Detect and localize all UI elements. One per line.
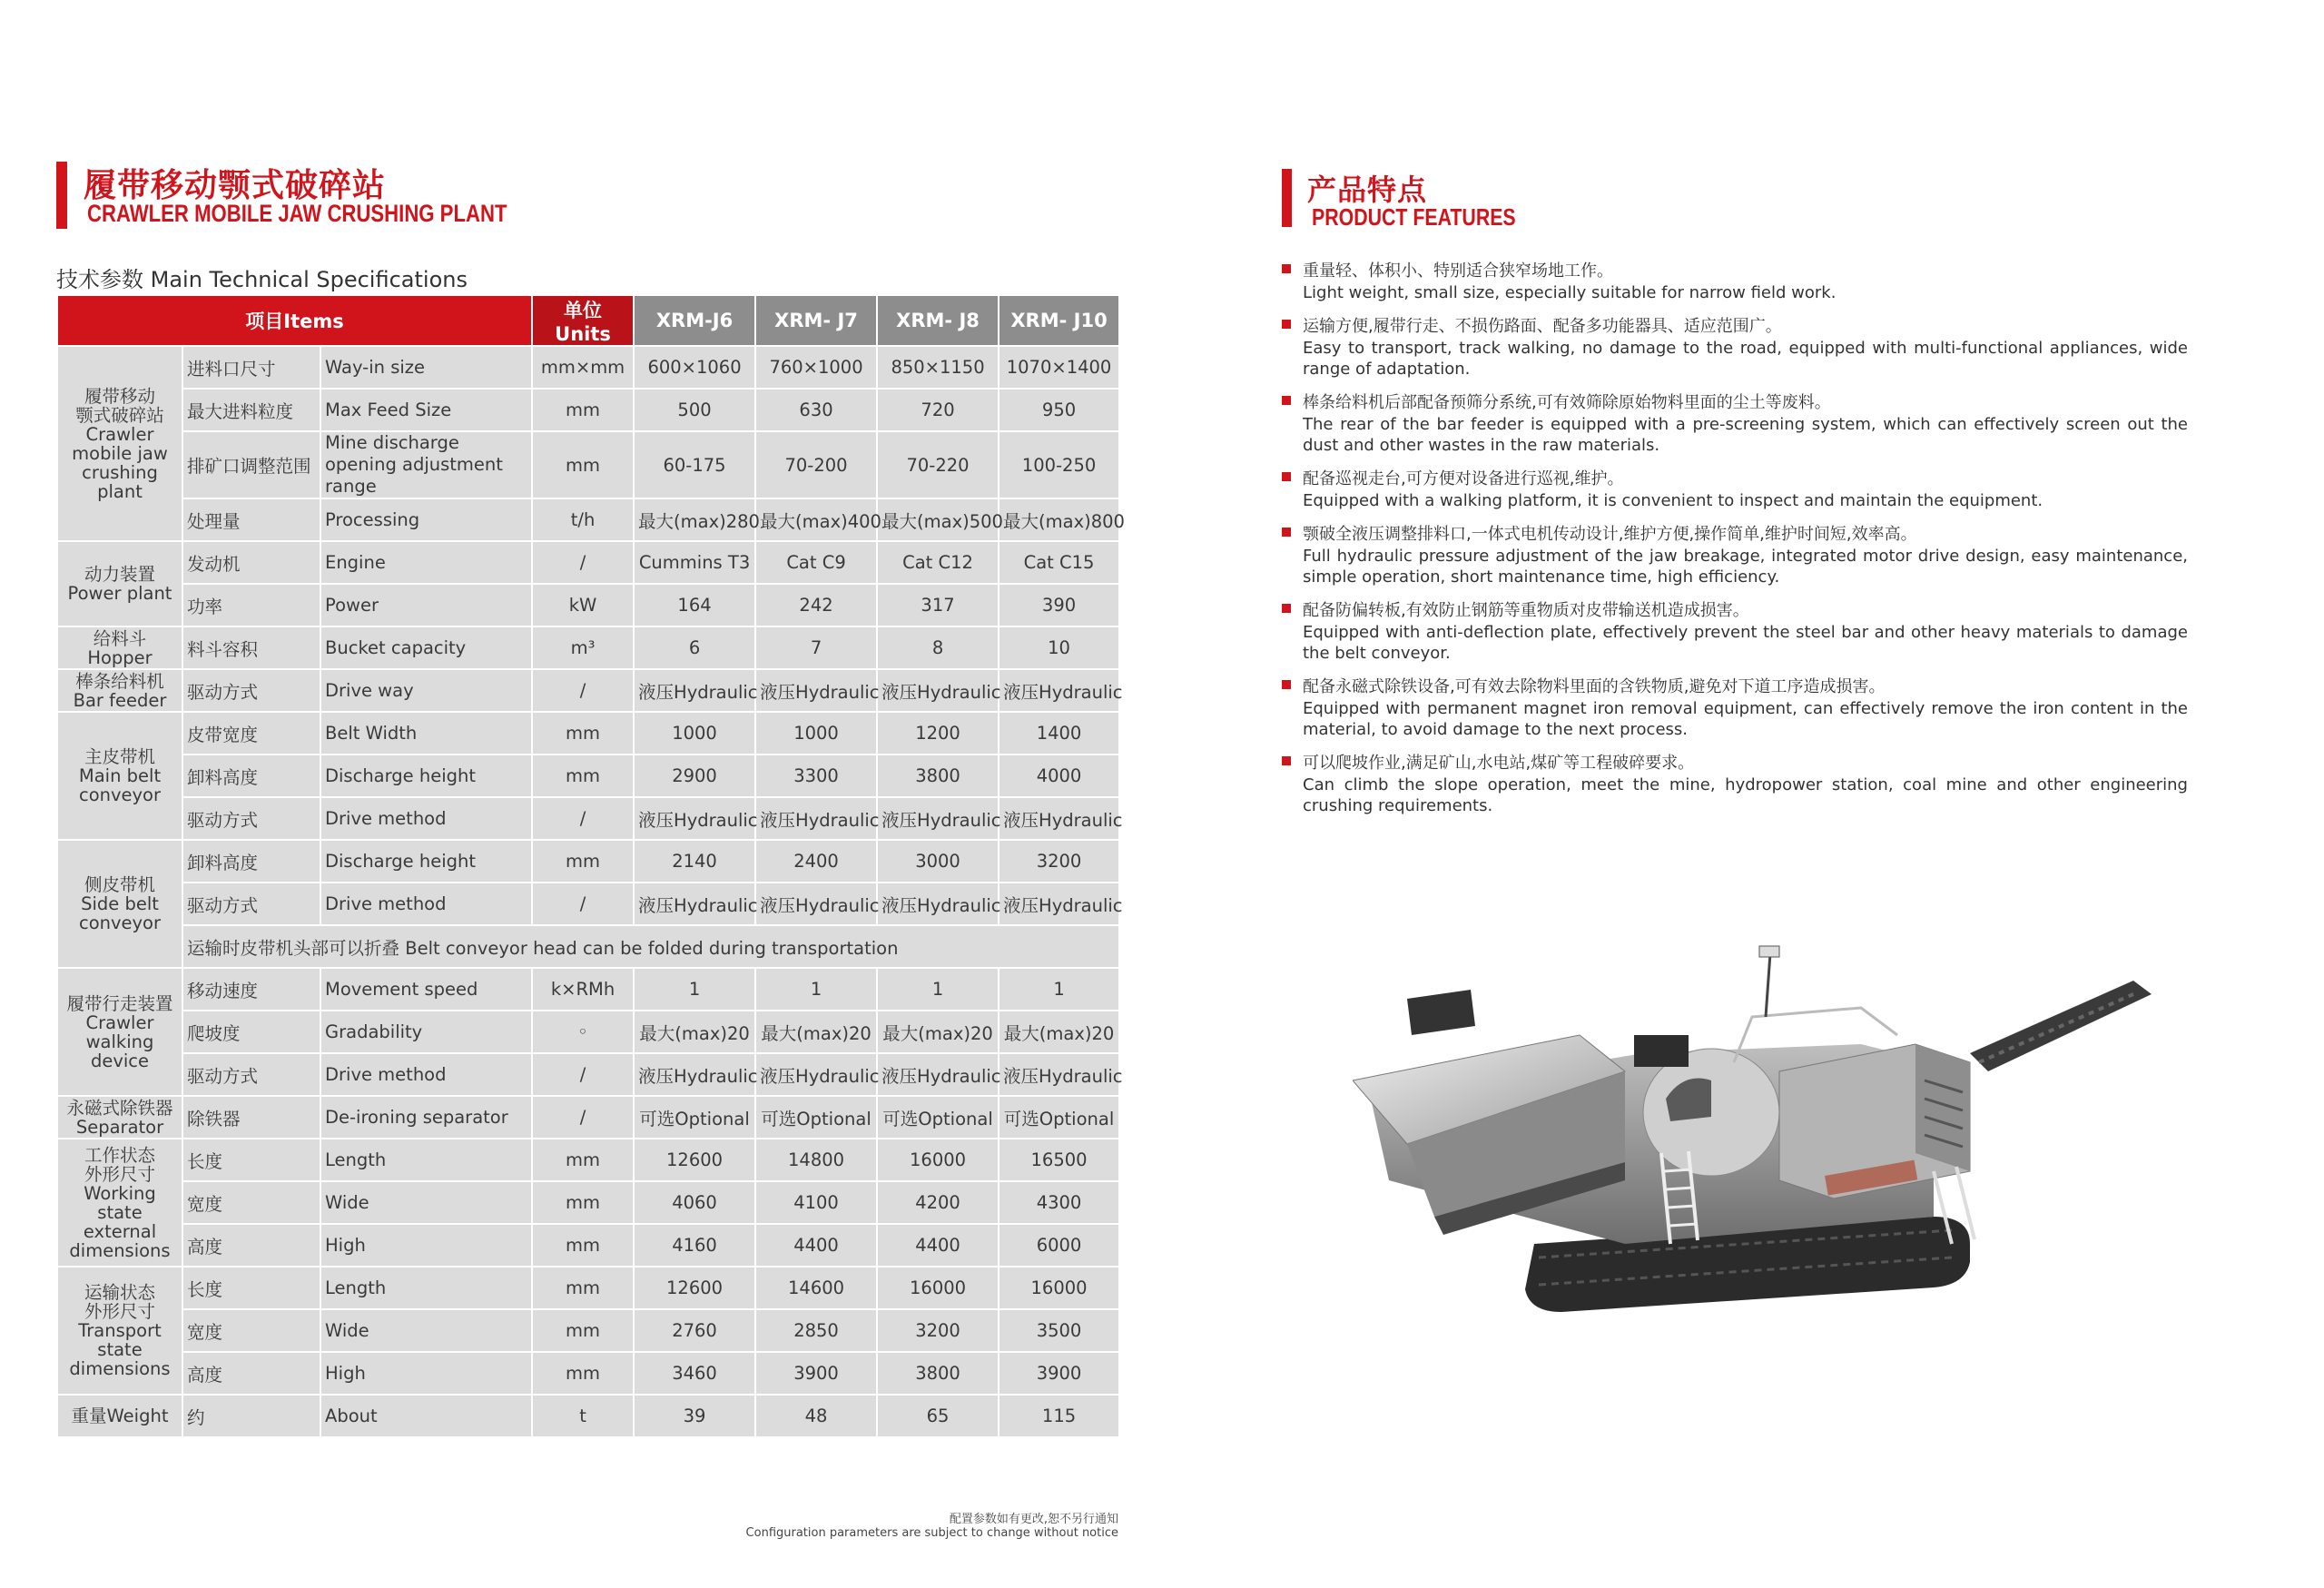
param-name-cn: 卸料高度	[182, 755, 320, 797]
param-value: 6	[634, 626, 755, 669]
param-name-en: Max Feed Size	[320, 389, 532, 431]
param-unit: mm	[532, 1139, 634, 1181]
bullet-icon	[1282, 756, 1291, 765]
table-row	[57, 840, 1119, 883]
crawler-crusher-illustration	[1353, 944, 2152, 1344]
table-row	[57, 1011, 1119, 1053]
param-value: 1000	[634, 712, 755, 755]
table-row	[57, 968, 1119, 1011]
param-value: 3200	[999, 840, 1119, 883]
param-value: 3460	[634, 1352, 755, 1395]
param-name-cn: 除铁器	[182, 1096, 320, 1139]
param-value: 1400	[999, 712, 1119, 755]
param-name-en: Discharge height	[320, 755, 532, 797]
header-model: XRM- J10	[999, 295, 1119, 346]
param-value: 液压Hydraulic	[999, 669, 1119, 712]
feature-item	[1282, 469, 2188, 511]
table-row	[57, 1352, 1119, 1395]
feature-text-en: Equipped with anti-deflection plate, effectively prevent the steel bar and other heavy materials to damage the belt conveyor.	[1303, 623, 2188, 663]
param-unit: /	[532, 669, 634, 712]
param-value: 1200	[877, 712, 999, 755]
param-value: 4400	[877, 1224, 999, 1267]
param-name-en: Drive method	[320, 1053, 532, 1096]
row-group-label: 侧皮带机 Side belt conveyor	[57, 840, 182, 968]
param-name-en: Processing	[320, 498, 532, 541]
param-name-cn: 约	[182, 1395, 320, 1437]
param-unit: mm	[532, 1224, 634, 1267]
param-value: 液压Hydraulic	[877, 883, 999, 925]
param-value: 液压Hydraulic	[634, 669, 755, 712]
table-row	[57, 1181, 1119, 1224]
header-items: 项目Items	[57, 295, 532, 346]
bullet-icon	[1282, 472, 1291, 481]
param-name-cn: 发动机	[182, 541, 320, 584]
param-unit: mm	[532, 1309, 634, 1352]
param-name-cn: 料斗容积	[182, 626, 320, 669]
param-unit: /	[532, 541, 634, 584]
param-value: 3300	[755, 755, 877, 797]
bullet-icon	[1282, 680, 1291, 689]
table-row	[57, 669, 1119, 712]
param-value: 48	[755, 1395, 877, 1437]
feature-item	[1282, 316, 2188, 380]
features-title-cn: 产品特点	[1307, 173, 1428, 207]
param-value: 70-220	[877, 431, 999, 498]
table-row	[57, 541, 1119, 584]
table-row	[57, 1224, 1119, 1267]
param-value: 液压Hydraulic	[999, 1053, 1119, 1096]
param-value: Cummins T3	[634, 541, 755, 584]
row-group-label: 工作状态 外形尺寸 Working state external dimensions	[57, 1139, 182, 1267]
param-name-en: Wide	[320, 1181, 532, 1224]
param-value: 16500	[999, 1139, 1119, 1181]
features-accent-bar	[1282, 169, 1292, 227]
param-value: 最大(max)20	[634, 1011, 755, 1053]
param-name-cn: 最大进料粒度	[182, 389, 320, 431]
param-value: 60-175	[634, 431, 755, 498]
feature-text-cn: 棒条给料机后部配备预筛分系统,可有效筛除原始物料里面的尘土等废料。	[1303, 393, 1831, 412]
param-name-cn: 驱动方式	[182, 797, 320, 840]
param-value: 720	[877, 389, 999, 431]
feature-item	[1282, 676, 2188, 740]
param-value: 70-200	[755, 431, 877, 498]
param-unit: mm	[532, 755, 634, 797]
feature-item	[1282, 392, 2188, 456]
param-unit: mm	[532, 712, 634, 755]
table-row	[57, 1395, 1119, 1437]
param-value: 4400	[755, 1224, 877, 1267]
param-name-cn: 长度	[182, 1139, 320, 1181]
param-value: 115	[999, 1395, 1119, 1437]
param-value: 4000	[999, 755, 1119, 797]
row-group-label: 履带行走装置 Crawler walking device	[57, 968, 182, 1096]
footnote-en: Configuration parameters are subject to change without notice	[745, 1526, 1118, 1540]
param-value: 2760	[634, 1309, 755, 1352]
param-value: 4300	[999, 1181, 1119, 1224]
table-header-row	[57, 295, 1119, 346]
param-value: 液压Hydraulic	[877, 669, 999, 712]
param-value: 可选Optional	[999, 1096, 1119, 1139]
param-value: 10	[999, 626, 1119, 669]
param-value: 16000	[877, 1267, 999, 1309]
param-value: Cat C9	[755, 541, 877, 584]
param-value: 液压Hydraulic	[755, 1053, 877, 1096]
param-value: 1000	[755, 712, 877, 755]
param-name-cn: 进料口尺寸	[182, 346, 320, 389]
param-value: 2140	[634, 840, 755, 883]
feature-text-cn: 可以爬坡作业,满足矿山,水电站,煤矿等工程破碎要求。	[1303, 754, 1695, 773]
param-value: 液压Hydraulic	[999, 797, 1119, 840]
param-name-en: High	[320, 1352, 532, 1395]
param-name-cn: 长度	[182, 1267, 320, 1309]
param-value: 16000	[877, 1139, 999, 1181]
param-value: 3900	[755, 1352, 877, 1395]
table-row	[57, 883, 1119, 925]
bullet-icon	[1282, 264, 1291, 273]
param-unit: mm	[532, 1181, 634, 1224]
param-name-en: De-ironing separator	[320, 1096, 532, 1139]
param-value: 4200	[877, 1181, 999, 1224]
table-row	[57, 389, 1119, 431]
param-value: 950	[999, 389, 1119, 431]
param-value: 1	[634, 968, 755, 1011]
table-row	[57, 431, 1119, 498]
table-row	[57, 626, 1119, 669]
param-value: 液压Hydraulic	[877, 1053, 999, 1096]
spec-heading: 技术参数 Main Technical Specifications	[56, 267, 468, 292]
header-units: 单位Units	[532, 295, 634, 346]
param-value: 14600	[755, 1267, 877, 1309]
param-value: 液压Hydraulic	[634, 797, 755, 840]
param-value: 164	[634, 584, 755, 626]
param-value: 可选Optional	[634, 1096, 755, 1139]
param-name-en: Length	[320, 1139, 532, 1181]
feature-text-cn: 配备永磁式除铁设备,可有效去除物料里面的含铁物质,避免对下道工序造成损害。	[1303, 677, 1886, 696]
param-value: 1	[999, 968, 1119, 1011]
param-value: 最大(max)280	[634, 498, 755, 541]
param-name-cn: 皮带宽度	[182, 712, 320, 755]
feature-text-cn: 重量轻、体积小、特别适合狭窄场地工作。	[1303, 261, 1613, 281]
param-name-cn: 驱动方式	[182, 1053, 320, 1096]
param-name-en: Movement speed	[320, 968, 532, 1011]
param-unit: mm	[532, 1352, 634, 1395]
param-value: 39	[634, 1395, 755, 1437]
param-name-en: Way-in size	[320, 346, 532, 389]
param-unit: mm	[532, 389, 634, 431]
param-value: 12600	[634, 1139, 755, 1181]
param-value: 可选Optional	[755, 1096, 877, 1139]
param-value: 16000	[999, 1267, 1119, 1309]
param-name-en: Length	[320, 1267, 532, 1309]
title-accent-bar	[56, 162, 67, 229]
header-model: XRM- J8	[877, 295, 999, 346]
param-name-en: Discharge height	[320, 840, 532, 883]
feature-text-en: Full hydraulic pressure adjustment of the jaw breakage, integrated motor drive design, easy maintenance, simple operation, short maintenance time, high efficiency.	[1303, 547, 2188, 587]
param-name-cn: 高度	[182, 1224, 320, 1267]
param-unit: m³	[532, 626, 634, 669]
param-value: 最大(max)800	[999, 498, 1119, 541]
param-name-en: About	[320, 1395, 532, 1437]
spec-table	[56, 294, 1125, 1438]
param-unit: t	[532, 1395, 634, 1437]
table-row	[57, 346, 1119, 389]
footnote-cn: 配置参数如有更改,恕不另行通知	[949, 1513, 1118, 1526]
param-value: 14800	[755, 1139, 877, 1181]
param-value: 3500	[999, 1309, 1119, 1352]
feature-text-cn: 配备防偏转板,有效防止钢筋等重物质对皮带输送机造成损害。	[1303, 601, 1749, 620]
table-row	[57, 712, 1119, 755]
param-name-cn: 高度	[182, 1352, 320, 1395]
param-value: 液压Hydraulic	[634, 1053, 755, 1096]
param-name-en: Wide	[320, 1309, 532, 1352]
param-name-cn: 排矿口调整范围	[182, 431, 320, 498]
row-group-label: 运输状态 外形尺寸 Transport state dimensions	[57, 1267, 182, 1395]
param-unit: mm	[532, 1267, 634, 1309]
feature-text-en: Light weight, small size, especially suitable for narrow field work.	[1303, 283, 1837, 302]
param-name-cn: 移动速度	[182, 968, 320, 1011]
param-value: 液压Hydraulic	[755, 669, 877, 712]
param-name-en: Drive method	[320, 797, 532, 840]
param-unit: /	[532, 797, 634, 840]
param-value: 7	[755, 626, 877, 669]
param-unit: t/h	[532, 498, 634, 541]
param-value: 液压Hydraulic	[755, 883, 877, 925]
param-value: 最大(max)20	[999, 1011, 1119, 1053]
param-unit: mm×mm	[532, 346, 634, 389]
param-name-cn: 功率	[182, 584, 320, 626]
table-row	[57, 584, 1119, 626]
page-title-en: CRAWLER MOBILE JAW CRUSHING PLANT	[87, 200, 507, 227]
param-unit: /	[532, 1096, 634, 1139]
param-name-cn: 宽度	[182, 1181, 320, 1224]
param-value: 可选Optional	[877, 1096, 999, 1139]
param-value: 6000	[999, 1224, 1119, 1267]
param-value: 12600	[634, 1267, 755, 1309]
table-row	[57, 797, 1119, 840]
row-group-label: 棒条给料机 Bar feeder	[57, 669, 182, 712]
feature-item	[1282, 753, 2188, 816]
param-value: 4060	[634, 1181, 755, 1224]
bullet-icon	[1282, 604, 1291, 613]
table-row	[57, 1139, 1119, 1181]
table-row	[57, 1309, 1119, 1352]
row-group-label: 主皮带机 Main belt conveyor	[57, 712, 182, 840]
bullet-icon	[1282, 528, 1291, 537]
row-group-label: 永磁式除铁器 Separator	[57, 1096, 182, 1139]
param-value: 390	[999, 584, 1119, 626]
param-value: 最大(max)400	[755, 498, 877, 541]
feature-text-en: Equipped with a walking platform, it is convenient to inspect and maintain the equipment.	[1303, 491, 2043, 510]
feature-item	[1282, 261, 2188, 303]
row-group-label: 履带移动 颚式破碎站 Crawler mobile jaw crushing plant	[57, 346, 182, 541]
param-value: 8	[877, 626, 999, 669]
param-name-cn: 驱动方式	[182, 883, 320, 925]
param-unit: /	[532, 1053, 634, 1096]
param-value: 317	[877, 584, 999, 626]
bullet-icon	[1282, 396, 1291, 405]
param-value: 600×1060	[634, 346, 755, 389]
header-model: XRM- J7	[755, 295, 877, 346]
row-group-label: 给料斗Hopper	[57, 626, 182, 669]
param-name-cn: 卸料高度	[182, 840, 320, 883]
feature-text-en: Easy to transport, track walking, no damage to the road, equipped with multi-functional appliances, wide range of adaptation.	[1303, 339, 2188, 379]
param-value: 液压Hydraulic	[755, 797, 877, 840]
param-value: 3800	[877, 755, 999, 797]
param-name-cn: 处理量	[182, 498, 320, 541]
param-unit: kW	[532, 584, 634, 626]
param-name-en: Bucket capacity	[320, 626, 532, 669]
feature-item	[1282, 524, 2188, 587]
table-row	[57, 1053, 1119, 1096]
table-note: 运输时皮带机头部可以折叠 Belt conveyor head can be folded during transportation	[182, 925, 1119, 968]
param-value: 2400	[755, 840, 877, 883]
param-value: 3200	[877, 1309, 999, 1352]
param-value: Cat C12	[877, 541, 999, 584]
bullet-icon	[1282, 320, 1291, 329]
param-value: 1	[877, 968, 999, 1011]
table-row	[57, 1096, 1119, 1139]
param-value: 3000	[877, 840, 999, 883]
table-row	[57, 498, 1119, 541]
param-value: 液压Hydraulic	[877, 797, 999, 840]
feature-text-cn: 配备巡视走台,可方便对设备进行巡视,维护。	[1303, 469, 1624, 488]
table-row	[57, 925, 1119, 968]
param-name-en: High	[320, 1224, 532, 1267]
param-name-cn: 驱动方式	[182, 669, 320, 712]
param-name-en: Drive method	[320, 883, 532, 925]
param-unit: /	[532, 883, 634, 925]
param-value: 1070×1400	[999, 346, 1119, 389]
param-name-en: Drive way	[320, 669, 532, 712]
table-row	[57, 1267, 1119, 1309]
feature-text-cn: 运输方便,履带行走、不损伤路面、配备多功能器具、适应范围广。	[1303, 317, 1782, 336]
param-unit: mm	[532, 431, 634, 498]
param-name-cn: 爬坡度	[182, 1011, 320, 1053]
feature-item	[1282, 600, 2188, 664]
param-value: 242	[755, 584, 877, 626]
param-value: 1	[755, 968, 877, 1011]
param-unit: mm	[532, 840, 634, 883]
header-model: XRM-J6	[634, 295, 755, 346]
page-title-cn: 履带移动颚式破碎站	[84, 167, 387, 204]
param-value: 最大(max)20	[877, 1011, 999, 1053]
feature-text-cn: 颚破全液压调整排料口,一体式电机传动设计,维护方便,操作简单,维护时间短,效率高。	[1303, 525, 1917, 544]
param-value: 3900	[999, 1352, 1119, 1395]
param-value: 液压Hydraulic	[999, 883, 1119, 925]
param-name-en: Gradability	[320, 1011, 532, 1053]
row-group-label: 重量Weight	[57, 1395, 182, 1437]
feature-text-en: Can climb the slope operation, meet the mine, hydropower station, coal mine and other engineering crushing requirements.	[1303, 775, 2188, 815]
param-name-cn: 宽度	[182, 1309, 320, 1352]
param-name-en: Mine discharge opening adjustment range	[320, 431, 532, 498]
param-value: 最大(max)500	[877, 498, 999, 541]
param-name-en: Power	[320, 584, 532, 626]
param-value: 100-250	[999, 431, 1119, 498]
param-value: 65	[877, 1395, 999, 1437]
param-value: 4100	[755, 1181, 877, 1224]
param-value: 2850	[755, 1309, 877, 1352]
param-name-en: Belt Width	[320, 712, 532, 755]
param-value: 液压Hydraulic	[634, 883, 755, 925]
param-value: 850×1150	[877, 346, 999, 389]
features-title-en: PRODUCT FEATURES	[1312, 203, 1516, 231]
param-value: 2900	[634, 755, 755, 797]
row-group-label: 动力装置 Power plant	[57, 541, 182, 626]
param-value: 500	[634, 389, 755, 431]
param-value: 最大(max)20	[755, 1011, 877, 1053]
param-value: 630	[755, 389, 877, 431]
features-list	[1282, 261, 2188, 829]
param-name-en: Engine	[320, 541, 532, 584]
feature-text-en: The rear of the bar feeder is equipped with a pre-screening system, which can effectively screen out the dust and other wastes in the raw materials.	[1303, 415, 2188, 455]
feature-text-en: Equipped with permanent magnet iron removal equipment, can effectively remove the iron content in the material, to avoid damage to the next process.	[1303, 699, 2188, 739]
param-unit: ◦	[532, 1011, 634, 1053]
table-row	[57, 755, 1119, 797]
param-unit: k×RMh	[532, 968, 634, 1011]
param-value: 760×1000	[755, 346, 877, 389]
param-value: Cat C15	[999, 541, 1119, 584]
param-value: 3800	[877, 1352, 999, 1395]
param-value: 4160	[634, 1224, 755, 1267]
